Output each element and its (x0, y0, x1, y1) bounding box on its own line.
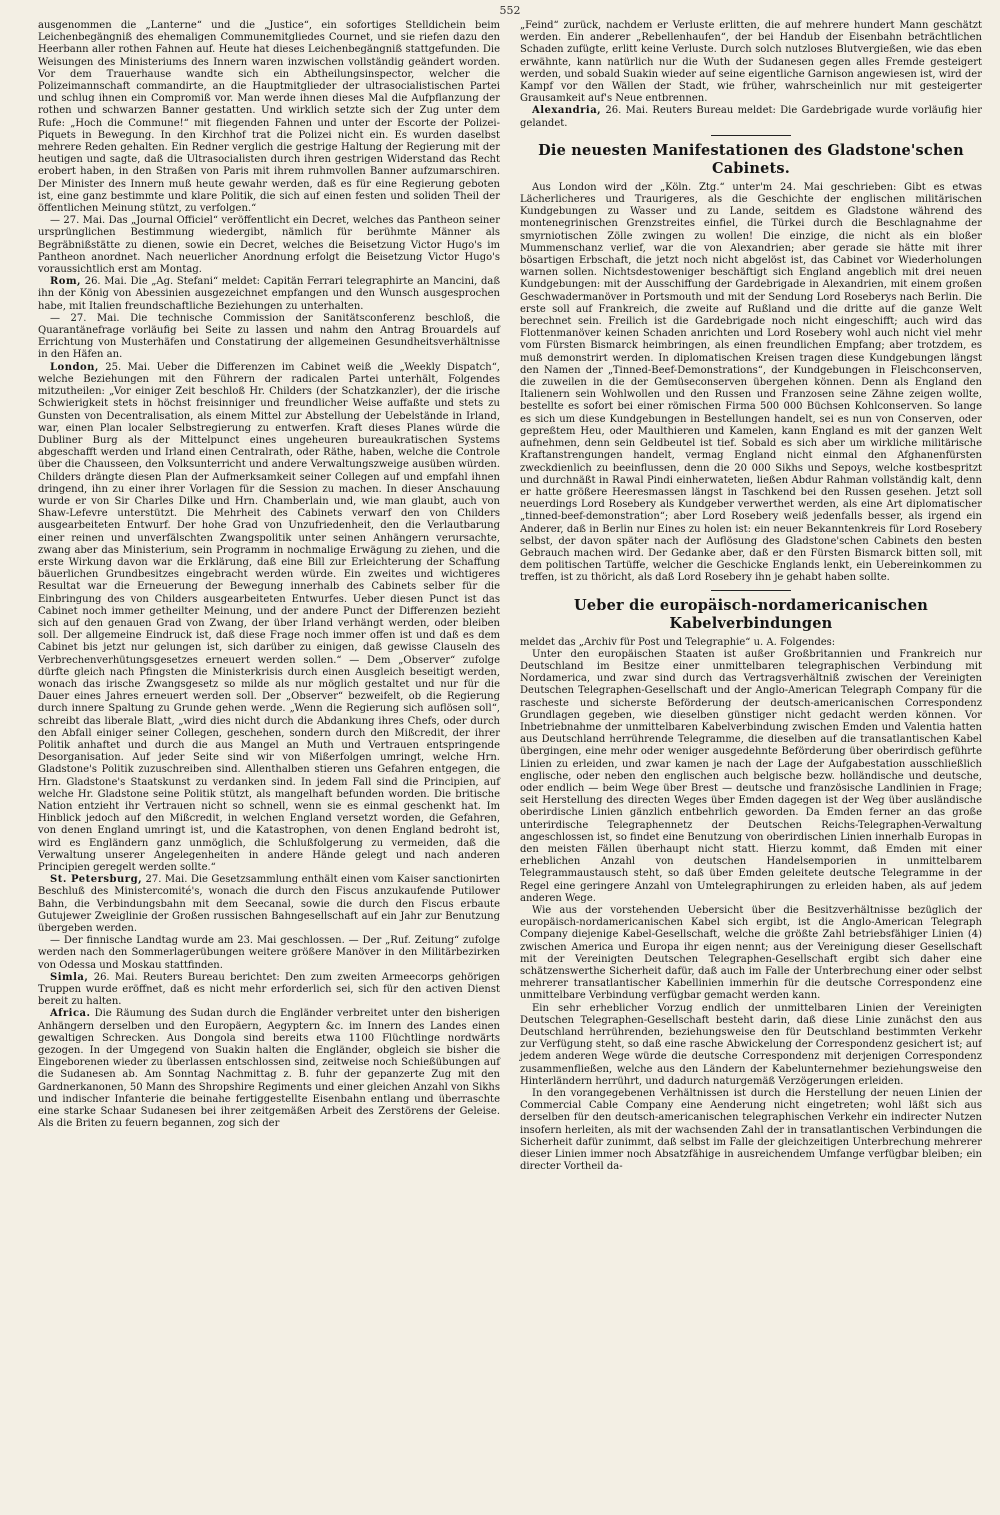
paragraph-text: In den vorangegebenen Verhältnissen ist durch die Herstellung der neuen Linien der Commercial Cable Company eine Aenderung nicht eingetreten; wohl läßt sich aus derselben für den deutsch-americanischen telegraphischen Verkehr ein indirecter Nutzen insofern herleiten, als mit der wachsenden Zahl der in transatlantischen Verbindungen die Sicherheit dafür zunimmt, daß selbst im Falle der gleichzeitigen Unterbrechung mehrerer dieser Linien immer noch Absatzfähige in ausreichendem Umfange verfügbar bleiben; ein directer Vortheil da- (520, 1088, 982, 1173)
news-paragraph (520, 1088, 982, 1173)
news-paragraph (38, 935, 500, 972)
paragraph-text: Aus London wird der „Köln. Ztg.“ unter'm 24. Mai geschrieben: Gibt es etwas Lächerlicheres und Traurigeres, als die Geschichte der englischen militärischen Kundgebungen zu Wasser und zu Lande, seitdem es Gladstone während des montenegrinischen Grenzstreites einfiel, die Türkei durch die Beschlagnahme der smyrniotischen Zölle zwingen zu wollen! Die einzige, die nicht als ein bloßer Mummenschanz verlief, war die von Alexandrien; aber gerade sie hätte mit ihrer bösartigen Erbschaft, die jetzt noch nicht abgelöst ist, das Cabinet vor Wiederholungen warnen sollen. Nichtsdestoweniger beschäftigt sich England angeblich mit drei neuen Kundgebungen: mit der Ausschiffung der Gardebrigade in Alexandrien, mit einem großen Geschwadermanöver in Portsmouth und mit der Sendung Lord Roseberys nach Berlin. Die erste soll auf Frankreich, die zweite auf Rußland und die dritte auf die ganze Welt berechnet sein. Freilich ist die Gardebrigade noch nicht eingeschifft; auch wird das Flottenmanöver keinen Schaden anrichten und Lord Rosebery wohl auch nicht viel mehr vom Fürsten Bismarck heimbringen, als einen freundlichen Empfang; aber trotzdem, es muß demonstrirt werden. In diplomatischen Kreisen tragen diese Kundgebungen längst den Namen der „Tinned-Beef-Demonstrations“, der Kundgebungen in Fleischconserven, die zuweilen in die der Gemüseconserven übergehen können. Denn als England den Italienern sein Wohlwollen und den Russen und Franzosen seine Zähne zeigen wollte, bestellte es sofort bei einer römischen Firma 500 000 Büchsen Kohlconserven. So lange es sich um diese Kundgebungen in Bestellungen handelt, sei es nun von Conserven, oder gepreßtem Heu, oder Maulthieren und Kamelen, kann England es mit der ganzen Welt aufnehmen, denn sein Geldbeutel ist tief. Sobald es sich aber um wirkliche militärische Kraftanstrengungen handelt, vermag England nicht einmal den Afghanenfürsten zweckdienlich zu beeinflussen, denn die 20 000 Sikhs und Sepoys, welche kostbespritzt und durchnäßt in Rawal Pindi einherwateten, ließen Abdur Rahman vollständig kalt, denn er hatte größere Heeresmassen längst in Taschkend bei den Russen gesehen. Jetzt soll neuerdings Lord Rosebery als Kundgeber verwerthet werden, als eine Art diplomatischer „tinned-beef-demonstration“; aber Lord Rosebery weiß jedenfalls besser, als irgend ein Anderer, daß in Berlin nur Eines zu holen ist: ein neuer Bekanntenkreis für Lord Rosebery selbst, der davon später nach der Auflösung des Gladstone'schen Cabinets den besten Gebrauch machen wird. Der Gedanke aber, daß er den Fürsten Bismarck bitten soll, mit dem politischen Tartüffe, welcher die Geschicke Englands lenkt, ein Uebereinkommen zu treffen, ist zu thöricht, als daß Lord Rosebery ihn je gehabt haben sollte. (520, 181, 982, 584)
dateline: Rom, (50, 276, 82, 288)
news-paragraph (38, 313, 500, 362)
paragraph-text: 26. Mai. Reuters Bureau meldet: Die Gardebrigade wurde vorläufig hier gelandet. (520, 105, 982, 129)
article-heading-gladstone: Die neuesten Manifestationen des Gladstone'schen Cabinets. (538, 141, 964, 177)
news-paragraph (38, 972, 500, 1009)
paragraph-text: Unter den europäischen Staaten ist außer Großbritannien und Frankreich nur Deutschland im Besitze einer unmittelbaren telegraphischen Verbindung mit Nordamerica, und zwar sind durch das Vertragsverhältniß zwischen der Vereinigten Deutschen Telegraphen-Gesellschaft und der Anglo-American Telegraph Company für die rascheste und sicherste Beförderung der deutsch-americanischen Correspondenz Grundlagen gegeben, wie dieselben günstiger nicht gedacht werden können. Vor Inbetriebnahme der unmittelbaren Kabelverbindung zwischen Emden und Valentia hatten aus Deutschland herrührende Telegramme, die dieselben auf die transatlantischen Kabel übergingen, eine mehr oder weniger ausgedehnte Beförderung über oberirdisch geführte Linien zu erleiden, und zwar kamen je nach der Lage der Aufgabestation ausschließlich englische, oder neben den englischen auch belgische bezw. holländische und deutsche, oder endlich — beim Wege über Brest — deutsche und französische Landlinien in Frage; seit Herstellung des directen Weges über Emden dagegen ist der Weg über ausländische oberirdische Linien gänzlich entbehrlich geworden. Da Emden ferner an das große unterirdische Telegraphennetz der Deutschen Reichs-Telegraphen-Verwaltung angeschlossen ist, so findet eine Benutzung von oberirdischen Linien innerhalb Europas in den meisten Fällen überhaupt nicht statt. Hierzu kommt, daß Emden mit einer erheblichen Anzahl von deutschen Handelsemporien in unmittelbarem Telegrammaustausch steht, so daß über Emden geleitete deutsche Telegramme in der Regel eine geringere Anzahl von Umtelegraphirungen zu erleiden haben, als auf jedem anderen Wege. (520, 648, 982, 904)
right-column (520, 20, 982, 1508)
news-paragraph (520, 637, 982, 649)
article-cables (520, 637, 982, 1174)
dateline: Alexandria, (532, 105, 602, 117)
paragraph-text: Wie aus der vorstehenden Uebersicht über die Besitzverhältnisse bezüglich der europäisch-nordamericanischen Kabel sich ergibt, ist die Anglo-American Telegraph Company diejenige Kabel-Gesellschaft, welche die größte Zahl betriebsfähiger Linien (4) zwischen America und Europa ihr eigen nennt; aus der Vereinigung dieser Gesellschaft mit der Vereinigten Deutschen Telegraphen-Gesellschaft ergibt sich daher eine schätzenswerthe Sicherheit dafür, daß auch im Falle der Unterbrechung einer oder selbst mehrerer transatlantischer Kabellinien immerhin für die deutsche Correspondenz eine unmittelbare Verbindung verfügbar gemacht werden kann. (520, 905, 982, 1002)
left-column (38, 20, 500, 1508)
columns (38, 20, 982, 1508)
news-paragraph (38, 276, 500, 313)
paragraph-text: 25. Mai. Ueber die Differenzen im Cabinet weiß die „Weekly Dispatch“, welche Beziehungen mit den Führern der radicalen Partei unterhält, Folgendes mitzutheilen: „Vor einiger Zeit beschloß Hr. Childers (der Schatzkanzler), der die irische Schwierigkeit stets in höchst freisinniger und freundlicher Weise auffaßte und stets zu Gunsten von Decentralisation, als einem Mittel zur Abstellung der Uebelstände in Irland, war, einen Plan localer Selbstregierung zu entwerfen. Kraft dieses Planes würde die Dubliner Burg als der Mittelpunct eines ungeheuren bureaukratischen Systems abgeschafft werden und Irland einen Centralrath, oder Räthe, haben, welche die Controle über die Chausseen, den Volksunterricht und andere Verwaltungszweige ausüben würden. Childers drängte diesen Plan der Aufmerksamkeit seiner Collegen auf und empfahl ihnen dringend, ihn zu einer ihrer Vorlagen für die Session zu machen. In dieser Anschauung wurde er von Sir Charles Dilke und Hrn. Chamberlain und, wie man glaubt, auch von Shaw-Lefevre unterstützt. Die Mehrheit des Cabinets verwarf den von Childers ausgearbeiteten Entwurf. Der hohe Grad von Unzufriedenheit, den die Verlautbarung einer reinen und unverfälschten Zwangspolitik unter seinen Anhängern verursachte, zwang aber das Ministerium, sein Programm in nochmalige Erwägung zu ziehen, und die erste Wirkung davon war die Erklärung, daß eine Bill zur Erleichterung der Schaffung bäuerlichen Grundbesitzes eingebracht werden würde. Ein zweites und wichtigeres Resultat war die Erneuerung der Bewegung innerhalb des Cabinets selber für die Einbringung des von Childers ausgearbeiteten Entwurfes. Ueber diesen Punct ist das Cabinet noch immer getheilter Meinung, und der andere Punct der Differenzen bezieht sich auf den genauen Grad von Zwang, der über Irland verhängt werden, oder bleiben soll. Der allgemeine Eindruck ist, daß diese Frage noch immer offen ist und daß es dem Cabinet bis jetzt nur gelungen ist, sich darüber zu einigen, daß gewisse Clauseln des Verbrechenverhütungsgesetzes erneuert werden sollen.“ — Dem „Observer“ zufolge dürfte gleich nach Pfingsten die Ministerkrisis durch einen Ausgleich beseitigt werden, wonach das irische Zwangsgesetz so milde als nur möglich gestaltet und nur für die Dauer eines Jahres erneuert werden soll. Der „Observer“ bezweifelt, ob die Regierung durch innere Spaltung zu Grunde gehen werde. „Wenn die Regierung sich auflösen soll“, schreibt das liberale Blatt, „wird dies nicht durch die Abdankung ihres Chefs, oder durch den Abfall einiger seiner Collegen, geschehen, sondern durch den Mißcredit, der ihrer Politik anhaftet und durch die aus Mangel an Muth und Vertrauen entspringende Desorganisation. Auf jeder Seite sind wir von Mißerfolgen umringt, welche Hrn. Gladstone's Politik zuzuschreiben sind. Allenthalben stieren uns Gefahren entgegen, die Hrn. Gladstone's Staatskunst zu verdanken sind. In jedem Fall sind die Principien, auf welche Hr. Gladstone seine Politik stützt, als mangelhaft befunden worden. Die britische Nation entzieht ihr Vertrauen nicht so schnell, wenn sie es einmal geschenkt hat. Im Hinblick jedoch auf den Mißcredit, in welchen England versetzt worden, die Gefahren, von denen England umringt ist, und die Katastrophen, von denen England bedroht ist, wird es Engländern ganz unmöglich, die Schlußfolgerung zu vermeiden, daß die Verwaltung unserer Angelegenheiten in andere Hände gelegt und nach anderen Principien geregelt werden sollte.“ (38, 361, 500, 874)
right-column-continuation (520, 20, 982, 130)
paragraph-text: ausgenommen die „Lanterne“ und die „Justice“, ein sofortiges Stelldichein beim Leichenbegängniß des ehemaligen Communemitgliedes Cournet, und sie riefen dazu den Heerbann aller rothen Fahnen auf. Heute hat dieses Leichenbegängniß stattgefunden. Die Weisungen des Ministeriums des Innern waren inzwischen vollständig geändert worden. Vor dem Trauerhause wandte sich ein Abtheilungsinspector, welcher die Polizeimannschaft commandirte, an die Hauptmitglieder der ultrasocialistischen Partei und schlug ihnen ein Compromiß vor. Man werde ihnen dieses Mal die Aufpflanzung der rothen und schwarzen Banner gestatten. Und wirklich setzte sich der Zug unter dem Rufe: „Hoch die Commune!“ mit fliegenden Fahnen und unter der Escorte der Polizei-Piquets in Bewegung. In den Kirchhof trat die Polizei nicht ein. Es wurden daselbst mehrere Reden gehalten. Ein Redner verglich die gestrige Haltung der Regierung mit der heutigen und sagte, daß die Ultrasocialisten durch ihren gestrigen Widerstand das Recht erobert haben, in den Straßen von Paris mit ihrem ruhmvollen Banner aufzumarschiren. Der Minister des Innern muß heute gewahr werden, daß es für eine Regierung geboten ist, eine ganz bestimmte und klare Politik, die sich auf einen festen und soliden Theil der öffentlichen Meinung stützt, zu verfolgen.“ (38, 20, 500, 215)
paragraph-text: „Feind“ zurück, nachdem er Verluste erlitten, die auf mehrere hundert Mann geschätzt werden. Ein anderer „Rebellenhaufen“, der bei Handub der Eisenbahn beträchtlichen Schaden zufügte, erlitt keine Verluste. Durch solch nutzloses Blutvergießen, wie das eben erwähnte, kann natürlich nur die Wuth der Sudanesen gegen alles Fremde gesteigert werden, und sobald Suakin wieder auf seine eigentliche Garnison angewiesen ist, wird der Kampf vor den Wällen der Stadt, wie früher, wahrscheinlich nur mit gesteigerter Grausamkeit auf's Neue entbrennen. (520, 20, 982, 105)
news-paragraph (520, 905, 982, 1003)
dateline: St. Petersburg, (50, 874, 143, 886)
separator-rule (711, 590, 791, 591)
page-number: 552 (499, 4, 521, 17)
paragraph-text: 26. Mai. Die „Ag. Stefani“ meldet: Capitän Ferrari telegraphirte an Mancini, daß ihn der König von Abessinien ausgezeichnet empfangen und den Wunsch ausgesprochen habe, mit Italien freundschaftliche Beziehungen zu unterhalten. (38, 276, 501, 312)
separator-rule (711, 135, 791, 136)
paragraph-text: — Der finnische Landtag wurde am 23. Mai geschlossen. — Der „Ruf. Zeitung“ zufolge werden nach den Sommerlagerübungen weitere größere Manöver in den Militärbezirken von Odessa und Moskau stattfinden. (38, 935, 500, 971)
news-paragraph (38, 1008, 500, 1130)
paragraph-text: — 27. Mai. Das „Journal Officiel“ veröffentlicht ein Decret, welches das Pantheon seiner ursprünglichen Bestimmung wiedergibt, nämlich für berühmte Männer als Begräbnißstätte zu dienen, sowie ein Decret, welches die Beisetzung Victor Hugo's im Pantheon anordnet. Nach neuerlicher Anordnung erfolgt die Beisetzung Victor Hugo's voraussichtlich erst am Montag. (38, 215, 500, 276)
news-paragraph (38, 874, 500, 935)
news-paragraph (520, 649, 982, 905)
article-heading-cables: Ueber die europäisch-nordamericanischen Kabelverbindungen (574, 596, 928, 632)
news-paragraph (38, 20, 500, 215)
paragraph-text: 27. Mai. Die Gesetzsammlung enthält einen vom Kaiser sanctionirten Beschluß des Ministercomité's, wonach die durch den Fiscus anzukaufende Putilower Bahn, die Verbindungsbahn mit dem Seecanal, sowie die durch den Fiscus erbaute Gutujewer Zweiglinie der Großen russischen Bahngesellschaft auf ein Jahr zur Benutzung übergeben werden. (38, 874, 500, 935)
news-paragraph (38, 362, 500, 875)
news-paragraph (38, 215, 500, 276)
news-paragraph (520, 1003, 982, 1088)
paragraph-text: Die Räumung des Sudan durch die Engländer verbreitet unter den bisherigen Anhängern derselben und den Europäern, Aegyptern &c. im Innern des Landes einen gewaltigen Schrecken. Aus Dongola sind bereits etwa 1100 Flüchtlinge nordwärts gezogen. In der Umgegend von Suakin halten die Engländer, obgleich sie bisher die Eingeborenen wieder zu überlassen entschlossen sind, zeitweise noch Schießübungen auf die Sudanesen ab. Am Sonntag Nachmittag z. B. fuhr der gepanzerte Zug mit den Gardnerkanonen, 50 Mann des Shropshire Regiments und einer gleichen Anzahl von Sikhs und indischer Infanterie die beinahe fertiggestellte Eisenbahn entlang und überraschte eine starke Schaar Sudanesen bei ihrer zeitgemäßen Arbeit des Zerstörens der Geleise. Als die Briten zu feuern begannen, zog sich der (38, 1008, 501, 1130)
dateline: Simla, (50, 971, 89, 983)
paragraph-text: Ein sehr erheblicher Vorzug endlich der unmittelbaren Linien der Vereinigten Deutschen Telegraphen-Gesellschaft besteht darin, daß diese Linie zunächst den aus Deutschland herrührenden, beziehungsweise den für Deutschland bestimmten Verkehr zur Verfügung steht, so daß eine rasche Abwickelung der Correspondenz gesichert ist; auf jedem anderen Wege würde die deutsche Correspondenz mit derjenigen Correspondenz zusammenfließen, welche aus den Ländern der Kabelunternehmer beziehungsweise den Hinterländern herrührt, und dadurch naturgemäß Verzögerungen erleiden. (520, 1002, 982, 1087)
article-gladstone (520, 182, 982, 585)
news-paragraph (520, 105, 982, 129)
news-paragraph (520, 182, 982, 585)
paragraph-text: 26. Mai. Reuters Bureau berichtet: Den zum zweiten Armeecorps gehörigen Truppen wurde eröffnet, daß es nicht mehr erforderlich sei, sich für den activen Dienst bereit zu halten. (38, 971, 500, 1008)
dateline: London, (50, 361, 99, 373)
dateline: Africa. (50, 1008, 91, 1020)
news-paragraph (520, 20, 982, 105)
paragraph-text: meldet das „Archiv für Post und Telegraphie“ u. A. Folgendes: (520, 636, 836, 648)
paragraph-text: — 27. Mai. Die technische Commission der Sanitätsconferenz beschloß, die Quarantänefrage vorläufig bei Seite zu lassen und nahm den Antrag Brouardels auf Errichtung von Musterhäfen und Constatirung der allgemeinen Gesundheitsverhältnisse in den Häfen an. (38, 312, 500, 361)
